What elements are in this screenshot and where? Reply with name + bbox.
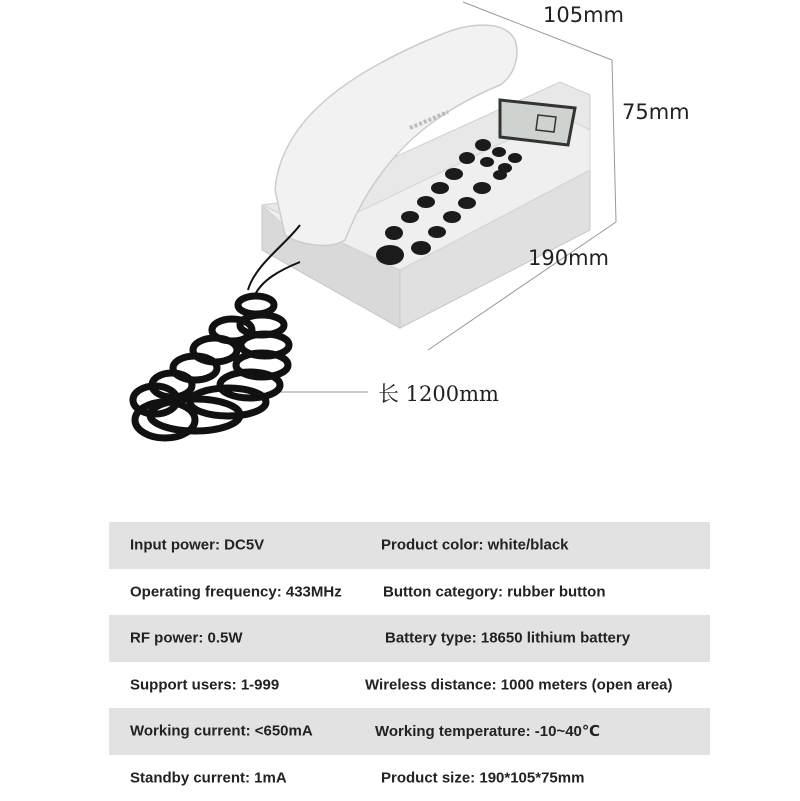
spec-left: RF power: 0.5W	[130, 630, 243, 647]
dimension-length-label: 190mm	[528, 246, 609, 270]
spec-right: Working temperature: -10~40℃	[375, 722, 600, 740]
spec-left: Input power: DC5V	[130, 537, 264, 554]
spec-row	[109, 755, 710, 801]
spec-right: Wireless distance: 1000 meters (open area)	[365, 676, 673, 693]
cord-length-label: 长 1200mm	[378, 378, 499, 408]
spec-left: Operating frequency: 433MHz	[130, 583, 342, 600]
spec-left: Working current: <650mA	[130, 723, 313, 740]
spec-left: Standby current: 1mA	[130, 769, 287, 786]
spec-left: Support users: 1-999	[130, 676, 279, 693]
dimension-width-label: 105mm	[543, 3, 624, 27]
spec-row	[109, 615, 710, 662]
spec-right: Button category: rubber button	[383, 583, 605, 600]
spec-right: Product color: white/black	[381, 537, 569, 554]
spec-row	[109, 708, 710, 755]
lcd-screen	[500, 100, 575, 145]
spec-row	[109, 522, 710, 569]
dimension-height-label: 75mm	[622, 100, 690, 124]
spec-row	[109, 662, 710, 709]
spec-table	[109, 522, 710, 801]
spec-right: Product size: 190*105*75mm	[381, 769, 584, 786]
spec-right: Battery type: 18650 lithium battery	[385, 630, 630, 647]
spec-row	[109, 569, 710, 616]
